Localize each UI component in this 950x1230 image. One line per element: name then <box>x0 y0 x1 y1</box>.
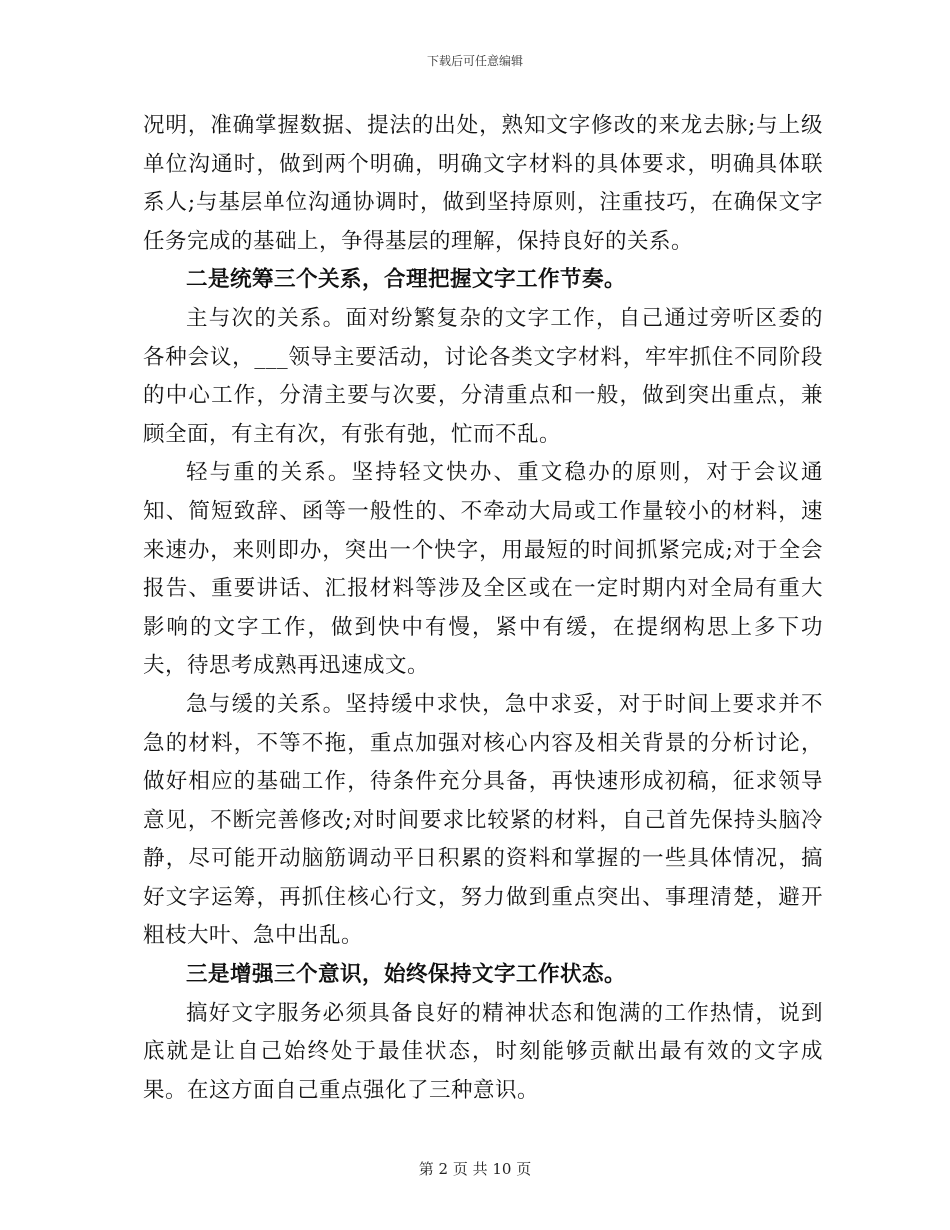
section-heading: 二是统筹三个关系，合理把握文字工作节奏。 <box>186 267 627 293</box>
body-paragraph: 急与缓的关系。坚持缓中求快，急中求妥，对于时间上要求并不急的材料，不等不拖，重点加强对核心内容及相关背景的分析讨论，做好相应的基础工作，待条件充分具备，再快速形成初稿，征求领导意见，不断完善修改;对时间要求比较紧的材料，自己首先保持头脑冷静，尽可能开动脑筋调动平日积累的资料和掌握的一些具体情况，搞好文字运筹，再抓住核心行文，努力做到重点突出、事理清楚，避开粗枝大叶、急中出乱。 <box>143 691 823 949</box>
body-paragraph: 轻与重的关系。坚持轻文快办、重文稳办的原则，对于会议通知、简短致辞、函等一般性的、不牵动大局或工作量较小的材料，速来速办，来则即办，突出一个快字，用最短的时间抓紧完成;对于全会报告、重要讲话、汇报材料等涉及全区或在一定时期内对全局有重大影响的文字工作，做到快中有慢，紧中有缓，在提纲构思上多下功夫，待思考成熟再迅速成文。 <box>143 460 823 679</box>
document-body <box>143 107 823 1110</box>
page-number-footer: 第 2 页 共 10 页 <box>418 1160 532 1178</box>
body-paragraph: 况明，准确掌握数据、提法的出处，熟知文字修改的来龙去脉;与上级单位沟通时，做到两个明确，明确文字材料的具体要求，明确具体联系人;与基层单位沟通协调时，做到坚持原则，注重技巧，在确保文字任务完成的基础上，争得基层的理解，保持良好的关系。 <box>143 113 823 254</box>
body-paragraph: 搞好文字服务必须具备良好的精神状态和饱满的工作热情，说到底就是让自己始终处于最佳状态，时刻能够贡献出最有效的文字成果。在这方面自己重点强化了三种意识。 <box>143 1000 823 1103</box>
section-heading: 三是增强三个意识，始终保持文字工作状态。 <box>186 962 627 988</box>
body-paragraph: 主与次的关系。面对纷繁复杂的文字工作，自己通过旁听区委的各种会议，___领导主要活动，讨论各类文字材料，牢牢抓住不同阶段的中心工作，分清主要与次要，分清重点和一般，做到突出重点，兼顾全面，有主有次，有张有弛，忙而不乱。 <box>143 305 823 447</box>
page-header-note: 下载后可任意编辑 <box>426 54 523 68</box>
